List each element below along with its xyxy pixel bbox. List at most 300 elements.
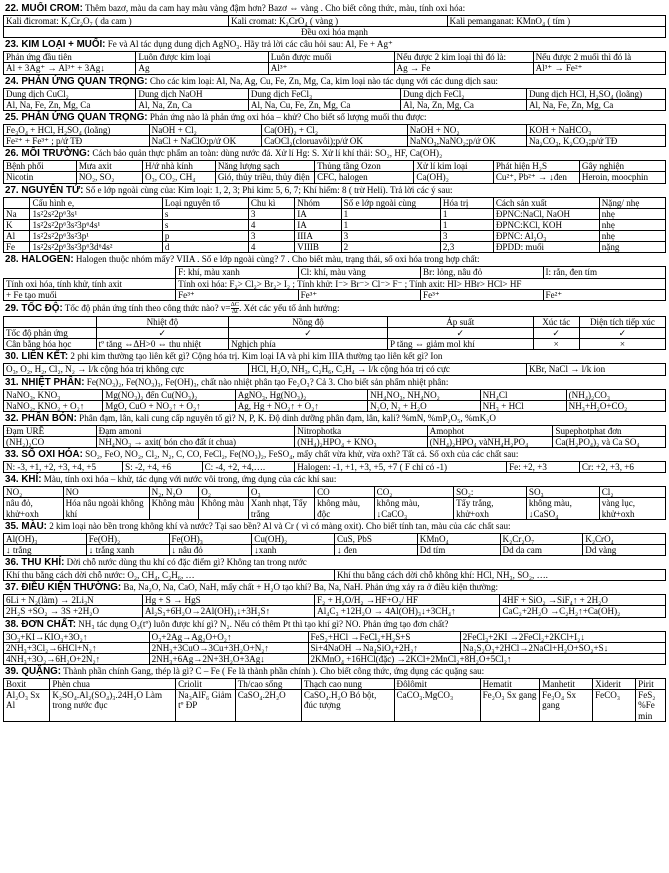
table-header-cell: Al(OH)₃	[4, 533, 87, 544]
table-cell: NH₃ + HCl	[480, 400, 566, 411]
table-cell: NaNO₃,NaNO₂;p/ứ OK	[407, 136, 526, 147]
table-header-cell: Xử lí kim loại	[414, 161, 493, 172]
table-header-cell: K₂CrO₄	[583, 533, 666, 544]
table-cell: CaOCl₂(cloruavôi);p/ứ OK	[262, 136, 408, 147]
row-label: Tốc độ phản ứng	[4, 328, 97, 339]
table-header-cell: Nồng độ	[229, 316, 388, 327]
table-header-cell: SO₃	[526, 487, 599, 498]
table-cell: NaNO₂, KNO₂ + O₂↑	[4, 400, 103, 411]
section-title: 26. MÔI TRƯỜNG:	[5, 148, 91, 160]
table-cell: (NH₂)₂CO	[4, 436, 97, 447]
section-question: SO₂, FeO, NO₂, Cl₂, N₂, C, CO, FeCl₂, Fe(NO₃)₂, FeSO₄, mấy chất vừa khử, vừa oxh? Tất cả. Số oxh của các chất sau:	[82, 449, 519, 460]
table-cell: Nicotin	[4, 172, 77, 183]
section-31	[3, 376, 666, 412]
table-header-cell: Nitrophotka	[295, 425, 427, 436]
table-cell: 4	[248, 219, 294, 230]
table-cell: 1	[341, 208, 440, 219]
check-mark: ✓	[387, 328, 533, 339]
table-cell: Al³⁺ → Fe²⁺	[533, 63, 665, 74]
table-cell: Na	[4, 208, 30, 219]
table-cell: nặng	[599, 242, 665, 253]
table-cell: ↓ trắng xanh	[86, 544, 169, 555]
table-cell: Na₃AlF₆ Giảm tº ĐP	[176, 690, 236, 722]
table-cell: 1	[341, 219, 440, 230]
empty-cell	[4, 267, 176, 278]
mau-table	[3, 533, 666, 556]
table-cell: Al³⁺	[268, 63, 394, 74]
table-header-cell: Chu kì	[248, 197, 294, 208]
table-cell: Al, Na, Zn, Ca	[136, 99, 249, 110]
table-header-cell: Xiderit	[593, 679, 636, 690]
table-cell: IIIA	[295, 231, 341, 242]
table-cell: 2FeCl₃+2KI →2FeCl₂+2KCl+I₂↓	[460, 631, 665, 642]
oxi-hoa-khu-table	[3, 124, 666, 147]
table-header-cell: Fe(OH)₂	[86, 533, 169, 544]
table-header-cell: Loại nguyên tố	[162, 197, 248, 208]
table-cell: Cu²⁺, Pb²⁺ → ↓đen	[493, 172, 579, 183]
table-cell: FeCO₃	[593, 690, 636, 722]
cross-mark: ×	[579, 339, 665, 350]
section-title: 34. KHÍ:	[5, 474, 42, 486]
table-cell: CaCO₃.MgCO₃	[394, 690, 480, 722]
section-title: 36. THU KHÍ:	[5, 557, 65, 569]
section-title: 24. PHẢN ỨNG QUAN TRỌNG:	[5, 75, 148, 87]
fraction-numerator: ΔC	[230, 300, 240, 308]
table-header-cell: NaNO₃, KNO₃	[4, 389, 103, 400]
section-question: Cho các kim loại: Al, Na, Ag, Cu, Fe, Zn, Mg, Ca, kim loại nào tác dụng với các dung dịch sau:	[147, 75, 498, 86]
table-cell: Kali đicromat: K₂Cr₂O₇ ( da cam )	[4, 15, 229, 26]
table-header-cell: Đạm amoni	[96, 425, 295, 436]
section-heading	[3, 556, 666, 569]
table-header-cell: O₂	[199, 487, 249, 498]
section-heading	[3, 473, 666, 486]
table-cell: Xanh nhạt, Tẩy trắng	[248, 498, 314, 519]
table-header-cell: Nếu được 2 muối thì đó là	[533, 52, 665, 63]
table-header-cell: Nhóm	[295, 197, 341, 208]
table-cell: 2,3	[440, 242, 493, 253]
table-header-cell: Criolit	[176, 679, 236, 690]
table-header-cell: CO₂	[374, 487, 453, 498]
table-header-cell: Năng lượng sạch	[215, 161, 314, 172]
table-cell: N₂O, N₂ + H₂O	[368, 400, 481, 411]
moi-truong-table	[3, 160, 666, 183]
table-cell: Hóa nâu ngoài không khí	[63, 498, 149, 519]
table-cell: không màu, độc	[315, 498, 375, 519]
table-cell: d	[162, 242, 248, 253]
table-cell: S: -2, +4, +6	[123, 462, 202, 473]
section-22	[3, 2, 666, 38]
section-question: Thành phần chính Gang, thép là gì? C – Fe ( Fe là thành phần chính ). Cho biết công thức, ứng dụng các quặng sau:	[61, 666, 485, 677]
table-header-cell: AgNO₃, Hg(NO₃)₂	[235, 389, 367, 400]
section-title: 22. MUỐI CROM:	[5, 3, 83, 14]
table-cell: O₃, O₂, H₂, Cl₂, N₂ → l/k cộng hóa trị không cực	[4, 364, 249, 375]
table-header-cell: N₂, N₂O	[149, 487, 199, 498]
table-header-cell: NH₄NO₃, NH₄NO₂	[368, 389, 481, 400]
section-question: NH₃ tác dụng O₂(tº) luôn được khí gì? N₂. Nếu có thêm Pt thì tạo khí gì? NO. Phản ứng tạo đơn chất?	[75, 618, 449, 629]
table-cell: 3	[248, 231, 294, 242]
table-cell: Fe: +2, +3	[507, 462, 580, 473]
section-36	[3, 556, 666, 581]
table-cell: Al₂S₃+6H₂O→2Al(OH)₃↓+3H₂S↑	[143, 606, 315, 617]
table-cell: KBr, NaCl → l/k ion	[526, 364, 665, 375]
section-question: Phân đạm, lân, kali cung cấp nguyên tố gì? N, P, K. Độ dinh dưỡng phân đạm, lân, kali? %mN, %mP₂O₅, %mK₂O	[76, 412, 496, 423]
thu-khi-table	[3, 569, 666, 581]
table-cell: ĐPDD: muối	[493, 242, 599, 253]
kim-loai-muoi-table	[3, 51, 666, 74]
table-cell: Al	[4, 231, 30, 242]
section-question: Ba, Na₂O, Na, CaO, NaH, mấy chất + H₂O tạo khí? Ba, Na, NaH. Phản ứng xảy ra ở điều kiện thường:	[121, 582, 499, 593]
table-header-cell: Cl₂	[599, 487, 665, 498]
section-question: Fe(NO₃)₂, Fe(NO₃)₃, Fe(OH)₃, chất nào nhiệt phân tạo Fe₂O₃? Cả 3. Cho biết sản phẩm nhiệt phân:	[84, 376, 449, 387]
phan-bon-table	[3, 425, 666, 448]
table-cell: Fe³⁺	[298, 289, 420, 300]
table-cell: Ag → Fe	[394, 63, 533, 74]
table-header-cell: Thủng tầng Ozon	[315, 161, 414, 172]
table-cell: CFC, halogen	[315, 172, 414, 183]
section-title: 37. ĐIỀU KIỆN THƯỜNG:	[5, 582, 122, 594]
check-mark: ✓	[533, 328, 579, 339]
table-cell: F: khí, màu xanh	[176, 267, 298, 278]
section-heading	[3, 2, 666, 15]
table-cell: Nghịch phía	[229, 339, 388, 350]
table-header-cell: Th/cao sống	[235, 679, 301, 690]
table-header-cell: Luôn được muối	[268, 52, 394, 63]
row-label: Cân bằng hóa học	[4, 339, 97, 350]
row-label: Tính oxi hóa, tính khử, tính axit	[4, 278, 176, 289]
table-cell: ĐPNC:NaCl, NaOH	[493, 208, 599, 219]
table-cell: K	[4, 219, 30, 230]
table-header-cell: Mưa axit	[76, 161, 142, 172]
section-heading	[3, 520, 666, 533]
table-cell: HCl, H₂O, NH₃, C₂H₆, C₂H₄ → l/k cộng hóa trị có cực	[248, 364, 526, 375]
table-cell: Dd da cam	[500, 544, 583, 555]
section-heading	[3, 448, 666, 461]
section-37	[3, 581, 666, 617]
table-cell: NH₃+H₂O+CO₂	[566, 400, 665, 411]
table-header-cell: Nhiệt độ	[96, 316, 228, 327]
table-cell: 1s²2s²2p⁶3s¹	[30, 208, 162, 219]
table-cell: CaSO₄.2H₂O	[235, 690, 301, 722]
table-cell: Tính oxi hóa: F₂> Cl₂> Br₂> I₂ ; Tính khử: I⁻> Br⁻> Cl⁻> F⁻ ; Tính axit: HI> HBr> HCl> HF	[176, 278, 666, 289]
section-title: 32. PHÂN BÓN:	[5, 412, 77, 424]
section-39	[3, 665, 666, 722]
table-header-cell: Dung dịch CuCl₂	[4, 88, 136, 99]
table-cell: 2H₂S +SO₂ → 3S +2H₂O	[4, 606, 143, 617]
table-header-cell: Dung dịch FeCl₂	[401, 88, 527, 99]
table-header-cell: Nếu được 2 kim loại thì đó là:	[394, 52, 533, 63]
section-title: 23. KIM LOẠI + MUỐI:	[5, 39, 106, 51]
table-header-cell: Hematit	[480, 679, 540, 690]
section-34	[3, 473, 666, 519]
table-cell: Cl: khí, màu vàng	[298, 267, 420, 278]
table-header-cell: Fe(OH)₃	[169, 533, 252, 544]
section-heading	[3, 147, 666, 160]
table-cell: Fe²⁺ + Fe³⁺ ; p/ứ TĐ	[4, 136, 150, 147]
table-cell: 4HF + SiO₂ →SiF₄↑ + 2H₂O	[500, 595, 666, 606]
table-cell: Br: lỏng, nâu đỏ	[421, 267, 543, 278]
section-title: 31. NHIỆT PHÂN:	[5, 376, 85, 388]
table-cell: 3	[440, 231, 493, 242]
table-header-cell: Cách sản xuất	[493, 197, 599, 208]
halogen-table	[3, 266, 666, 301]
section-24	[3, 75, 666, 111]
table-cell: 1	[440, 208, 493, 219]
section-question: Thêm bazơ, màu da cam hay màu vàng đậm hơn? Bazơ ⇔ vàng . Cho biết công thức, màu, tính oxi hóa:	[82, 3, 466, 13]
table-cell: nhẹ	[599, 208, 665, 219]
table-header-cell: Supephotphat đơn	[553, 425, 666, 436]
table-header-cell: Fe₃O₄ + HCl, H₂SO₄ (loãng)	[4, 124, 150, 135]
table-cell: p	[162, 231, 248, 242]
section-28	[3, 253, 666, 300]
table-cell: Ag, Hg + NO₂↑ + O₂↑	[235, 400, 367, 411]
table-header-cell: NaOH + NO₂	[407, 124, 526, 135]
table-header-cell: Đôlômit	[394, 679, 480, 690]
section-title: 25. PHẢN ỨNG QUAN TRỌNG:	[5, 111, 148, 123]
section-heading	[3, 111, 666, 124]
table-cell: 2	[341, 242, 440, 253]
table-header-cell: NH₄Cl	[480, 389, 566, 400]
section-heading	[3, 412, 666, 425]
section-23	[3, 38, 666, 74]
table-cell: Al + 3Ag⁺ → Al³⁺ + 3Ag↓	[4, 63, 136, 74]
section-27	[3, 184, 666, 254]
section-title: 39. QUẶNG:	[5, 666, 62, 678]
table-cell: ↓ trắng	[4, 544, 87, 555]
table-header-cell: Amophot	[427, 425, 553, 436]
table-header-cell: Nặng/ nhẹ	[599, 197, 665, 208]
table-cell: nâu đỏ, khử+oxh	[4, 498, 64, 519]
table-cell: ↓ đen	[335, 544, 418, 555]
table-header-cell: Phát hiện H₂S	[493, 161, 579, 172]
table-cell: O₃, CO₂, CH₄	[143, 172, 216, 183]
table-header-cell: Áp suất	[387, 316, 533, 327]
table-header-cell: Diện tích tiếp xúc	[579, 316, 665, 327]
table-cell: Ca(H₂PO₄)₂ và Ca SO₄	[553, 436, 666, 447]
section-25	[3, 111, 666, 147]
table-cell: 4	[248, 242, 294, 253]
table-cell: FeS₂+HCl →FeCl₂+H₂S+S	[308, 631, 460, 642]
section-29	[3, 301, 666, 351]
table-cell: 1s²2s²2p⁶3s²3p⁶3d⁶4s²	[30, 242, 162, 253]
table-header-cell: Manhetit	[540, 679, 593, 690]
table-cell: nhẹ	[599, 231, 665, 242]
table-cell: P tăng ⇔ giảm mol khí	[387, 339, 533, 350]
section-title: 28. HALOGEN:	[5, 254, 74, 266]
lien-ket-table	[3, 363, 666, 375]
table-cell: Cr: +2, +3, +6	[579, 462, 665, 473]
section-33	[3, 448, 666, 473]
table-cell: tº tăng ⇔ΔH>0 ⇔ thu nhiệt	[96, 339, 228, 350]
table-header-cell: Ca(OH)₂ + Cl₂	[262, 124, 408, 135]
table-cell: Halogen: -1, +1, +3, +5, +7 ( F chỉ có -1)	[295, 462, 507, 473]
check-mark: ✓	[579, 328, 665, 339]
table-cell: Fe₃O₄ Sx gang	[540, 690, 593, 722]
table-header-cell: H/ứ nhà kính	[143, 161, 216, 172]
table-header-cell: Số e lớp ngoài cùng	[341, 197, 440, 208]
table-cell: 1s²2s²2p⁶3s²3p¹	[30, 231, 162, 242]
table-cell: Gió, thủy triều, thủy điện	[215, 172, 314, 183]
check-mark: ✓	[96, 328, 228, 339]
table-cell: IA	[295, 208, 341, 219]
table-cell: Không màu	[199, 498, 249, 519]
section-question-end: . Xét các yếu tố ảnh hưởng:	[239, 302, 340, 313]
rate-fraction	[231, 302, 240, 316]
section-heading	[3, 301, 666, 316]
table-cell: ĐPNC:KCl, KOH	[493, 219, 599, 230]
section-title: 38. ĐƠN CHẤT:	[5, 618, 76, 630]
nhiet-phan-table	[3, 389, 666, 412]
section-question: Màu, tính oxi hóa – khử, tác dụng với nước vôi trong, ứng dụng của các khí sau:	[41, 474, 337, 485]
table-cell: Fe³⁺	[176, 289, 298, 300]
table-header-cell: Hóa trị	[440, 197, 493, 208]
table-header-cell: Pirit	[636, 679, 666, 690]
table-cell: C: -4, +2, +4,….	[202, 462, 295, 473]
table-header-cell: Phèn chua	[50, 679, 176, 690]
table-header-cell: Cu(OH)₂	[252, 533, 335, 544]
table-header-cell: K₂Cr₂O₇	[500, 533, 583, 544]
table-header-cell: CO	[315, 487, 375, 498]
check-mark: ✓	[229, 328, 388, 339]
don-chat-table	[3, 631, 666, 666]
table-cell: NO₂, SO₂	[76, 172, 142, 183]
table-cell: N: -3, +1, +2, +3, +4, +5	[4, 462, 123, 473]
table-cell: K₂SO₄.Al₂(SO₄)₃.24H₂O Làm trong nước đục	[50, 690, 176, 722]
table-cell: Tẩy trắng, khử+oxh	[454, 498, 527, 519]
section-question: Phản ứng nào là phản ứng oxi hóa – khử? Cho biết số lượng muối thu được:	[147, 111, 427, 122]
table-cell: 4NH₃+3O₂→6H₂O+2N₂↑	[4, 653, 150, 664]
section-38	[3, 618, 666, 665]
table-cell: 3	[248, 208, 294, 219]
table-header-cell: Dung dịch FeCl₃	[248, 88, 400, 99]
table-cell: MgO, CuO + NO₂↑ + O₂↑	[103, 400, 235, 411]
table-cell: Na₂CO₃, K₂CO₃;p/ứ TĐ	[526, 136, 665, 147]
table-cell: Fe²⁺	[543, 289, 665, 300]
section-question: Dời chỗ nước dùng thu khí có đặc điểm gì? Không tan trong nước	[64, 557, 307, 568]
table-cell: Khí thu bằng cách dời chỗ không khí: HCl, NH₃, SO₂, ….	[335, 570, 666, 581]
section-heading	[3, 75, 666, 88]
table-header-cell: NO₂	[4, 487, 64, 498]
row-label: + Fe tạo muối	[4, 289, 176, 300]
table-header-cell: SO₂:	[454, 487, 527, 498]
table-cell: Ag	[136, 63, 268, 74]
section-heading	[3, 618, 666, 631]
dieu-kien-thuong-table	[3, 594, 666, 617]
table-cell: 1	[440, 219, 493, 230]
section-question: Cách bảo quản thực phẩm an toàn: dùng nước đá. Xử lí Hg: S. Xử lí khí thải: SO₂, HF, Ca(OH)₂	[90, 148, 443, 159]
table-cell: vàng lục, khử+oxh	[599, 498, 665, 519]
table-cell: CaC₂+2H₂O →C₂H₂↑+Ca(OH)₂	[500, 606, 666, 617]
table-cell: Heroin, moocphin	[579, 172, 665, 183]
table-cell: CaSO₄.H₂O Bó bột, đúc tượng	[301, 690, 394, 722]
table-header-cell	[4, 316, 97, 327]
table-cell: NaCl + NaClO;p/ứ OK	[149, 136, 262, 147]
table-cell: Dd vàng	[583, 544, 666, 555]
table-cell: O₃+2Ag→Ag₂O+O₂↑	[149, 631, 308, 642]
section-question: 2 kim loại nào bền trong không khí và nước? Tại sao bền? Al và Cr ( vì có màng oxit). Cho biết tính tan, màu của các chất sau:	[46, 520, 511, 531]
table-cell: 6Li + N₂(làm) → 2Li₃N	[4, 595, 143, 606]
section-question: Halogen thuộc nhóm mấy? VIIA . Số e lớp ngoài cùng? 7 . Cho biết màu, trạng thái, số oxi hóa trong hợp chất:	[73, 254, 480, 265]
table-cell: Al, Na, Zn, Mg, Ca	[401, 99, 527, 110]
table-cell: 1s²2s²2p⁶3s²3p⁶4s¹	[30, 219, 162, 230]
table-header-cell: Cấu hình e,	[30, 197, 162, 208]
table-header-cell: KOH + NaHCO₃	[526, 124, 665, 135]
table-header-cell	[4, 197, 30, 208]
table-header-cell: CuS, PbS	[335, 533, 418, 544]
table-header-cell: Phản ứng đầu tiên	[4, 52, 136, 63]
khi-table	[3, 486, 666, 520]
table-header-cell: Bệnh phổi	[4, 161, 77, 172]
table-note: Đều oxi hóa mạnh	[4, 27, 666, 38]
nguyen-tu-table	[3, 197, 666, 254]
section-question: Số e lớp ngoài cùng của: Kim loại: 1, 2, 3; Phi kim: 5, 6, 7; Khí hiếm: 8 ( trừ Heli). Trả lời các ý sau:	[83, 184, 453, 195]
section-title: 27. NGUYÊN TỬ:	[5, 184, 84, 196]
section-title: 29. TỐC ĐỘ:	[5, 302, 63, 314]
table-cell: Fe	[4, 242, 30, 253]
table-cell: NH₄NO₃ → axit( bón cho đất ít chua)	[96, 436, 295, 447]
table-cell: 2NH₃+6Ag→2N+3H₂O+3Ag↓	[149, 653, 308, 664]
section-heading	[3, 253, 666, 266]
table-cell: 2NH₃+3CuO→3Cu+3H₂O+N₂↑	[149, 642, 308, 653]
toc-do-table	[3, 316, 666, 351]
section-heading	[3, 38, 666, 51]
table-header-cell: O₃	[248, 487, 314, 498]
section-heading	[3, 184, 666, 197]
table-cell: (NH₄)₂HPO₄ vàNH₄H₂PO₄	[427, 436, 553, 447]
table-header-cell: (NH₄)₂CO₃	[566, 389, 665, 400]
table-cell: 2KMnO₄ +16HCl(đặc) →2KCl+2MnCl₂+8H₂O+5Cl₂↑	[308, 653, 666, 664]
table-cell: IA	[295, 219, 341, 230]
table-cell: Al₂O₃ Sx Al	[4, 690, 50, 722]
section-30	[3, 350, 666, 375]
table-cell: ↓ nâu đỏ	[169, 544, 252, 555]
table-cell: Al, Na, Fe, Zn, Mg, Ca	[526, 99, 665, 110]
table-header-cell: Luôn được kim loại	[136, 52, 268, 63]
table-cell: 3O₃+KI→KIO₃+3O₂↑	[4, 631, 150, 642]
section-title: 33. SỐ OXI HÓA:	[5, 449, 83, 461]
table-cell: I: rắn, đen tím	[543, 267, 665, 278]
section-heading	[3, 665, 666, 678]
table-header-cell: NaOH + Cl₂	[149, 124, 262, 135]
table-header-cell: NO	[63, 487, 149, 498]
table-cell: Al, Na, Cu, Fe, Zn, Mg, Ca	[248, 99, 400, 110]
table-header-cell: KMnO₄	[417, 533, 500, 544]
table-cell: Al₄C₃ +12H₂O → 4Al(OH)₃↓+3CH₄↑	[315, 606, 500, 617]
cross-mark: ×	[533, 339, 579, 350]
table-cell: Dd tím	[417, 544, 500, 555]
section-32	[3, 412, 666, 448]
table-header-cell: Đạm URÊ	[4, 425, 97, 436]
table-cell: FeS₂ %Fe min	[636, 690, 666, 722]
phan-ung-kim-loai-table	[3, 88, 666, 111]
table-cell: Fe³⁺	[421, 289, 543, 300]
section-heading	[3, 376, 666, 389]
table-cell: không màu, ↓CaCO₃	[374, 498, 453, 519]
table-cell: ĐPNC: Al₂O₃	[493, 231, 599, 242]
table-cell: 2NH₃+3Cl₂→6HCl+N₂↑	[4, 642, 150, 653]
table-header-cell: Boxit	[4, 679, 50, 690]
section-heading	[3, 350, 666, 363]
table-cell: (NH₄)₂HPO₄ + KNO₃	[295, 436, 427, 447]
table-header-cell: Thạch cao nung	[301, 679, 394, 690]
so-oxi-hoa-table	[3, 461, 666, 473]
section-question: Tốc độ phản ứng tính theo công thức nào? v=	[62, 302, 231, 313]
quang-table	[3, 678, 666, 722]
table-header-cell: Mg(NO₃)₂ đến Cu(NO₃)₂	[103, 389, 235, 400]
table-cell: Si+4NaOH →Na₄SiO₄+2H₂↑	[308, 642, 460, 653]
table-cell: Ca(OH)₂	[414, 172, 493, 183]
table-cell: 3	[341, 231, 440, 242]
section-26	[3, 147, 666, 183]
